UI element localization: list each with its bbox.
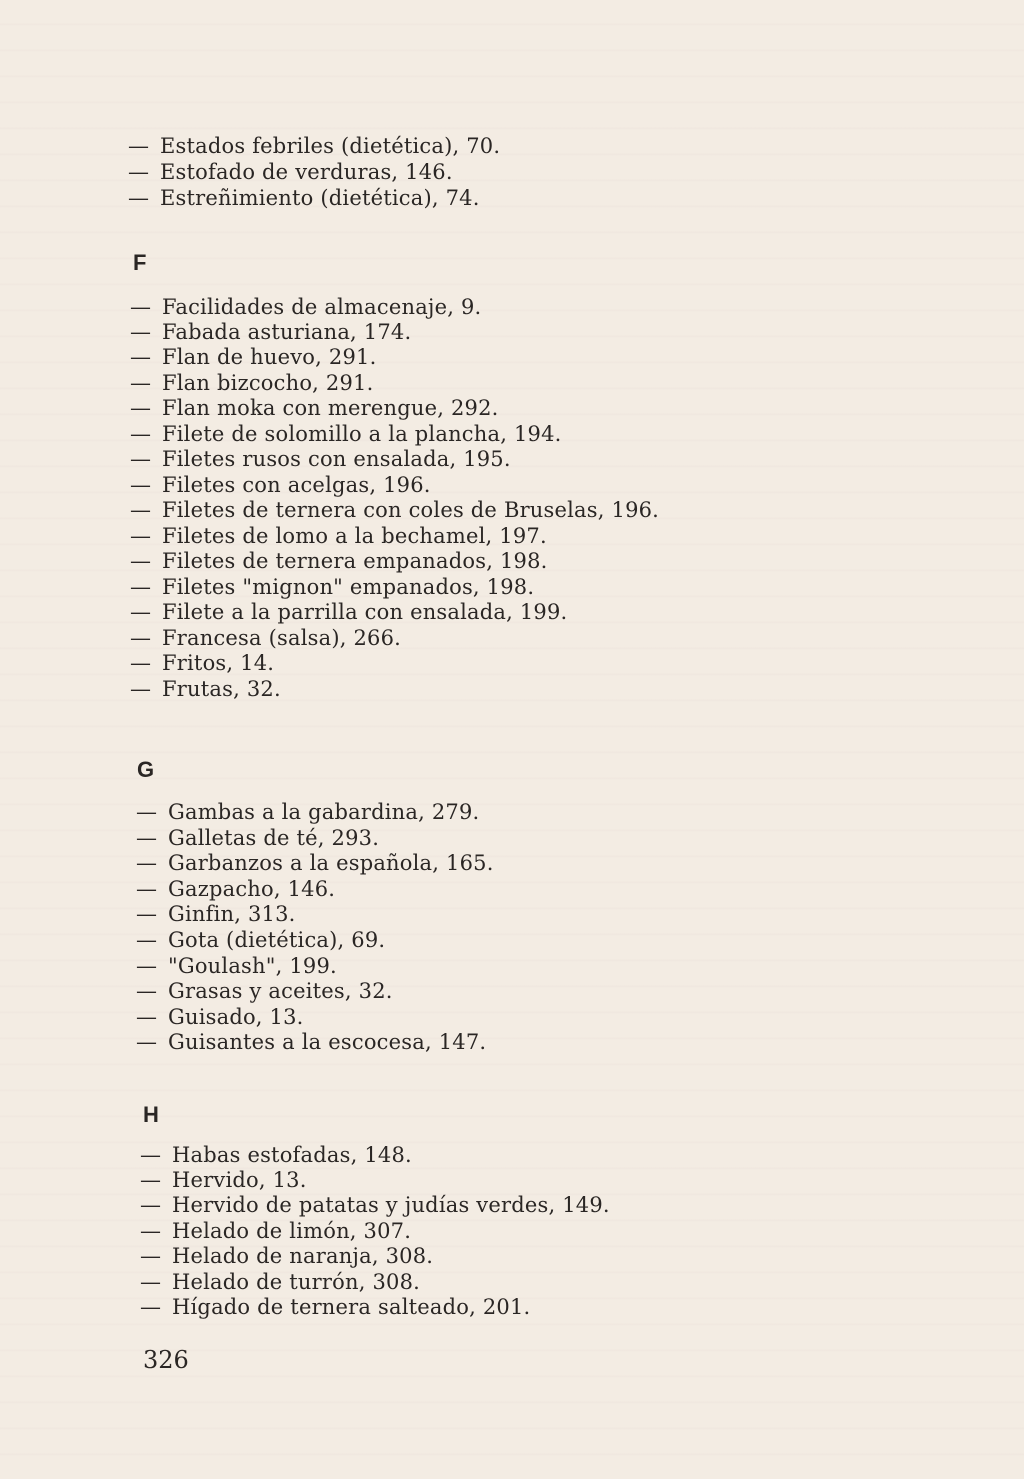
entry-dash: — [136,954,158,978]
entry-text: Filetes "mignon" empanados, 198. [162,575,535,599]
index-entry [130,524,547,549]
page-number: 326 [143,1346,189,1374]
index-entry [130,320,411,345]
entry-text: "Goulash", 199. [168,954,337,978]
index-entry [136,1005,304,1030]
entry-text: Guisantes a la escocesa, 147. [168,1030,487,1054]
entry-dash: — [130,549,152,573]
index-entry [130,600,567,625]
index-entry [130,575,534,600]
entry-text: Helado de turrón, 308. [172,1270,421,1294]
entry-dash: — [130,320,152,344]
index-entry [140,1193,610,1218]
entry-text: Hígado de ternera salteado, 201. [172,1295,531,1319]
entry-dash: — [130,396,152,420]
entry-dash: — [130,371,152,395]
entry-dash: — [140,1143,162,1167]
index-entry [136,826,379,851]
entry-dash: — [130,345,152,369]
index-entry [136,851,494,876]
entry-dash: — [136,928,158,952]
entry-text: Ginfin, 313. [168,902,296,926]
index-entry [128,160,453,185]
index-entry [130,422,562,447]
index-entry [136,979,393,1004]
index-entry [130,345,376,370]
entry-dash: — [130,575,152,599]
index-entry [130,447,511,472]
entry-text: Flan de huevo, 291. [162,345,377,369]
entry-dash: — [136,979,158,1003]
entry-text: Habas estofadas, 148. [172,1143,412,1167]
entry-text: Gazpacho, 146. [168,877,336,901]
entry-text: Flan bizcocho, 291. [162,371,374,395]
entry-text: Gota (dietética), 69. [168,928,386,952]
entry-dash: — [130,626,152,650]
entry-dash: — [130,447,152,471]
index-entry [136,800,479,825]
index-entry [130,473,431,498]
index-entry [140,1244,433,1269]
entry-text: Frutas, 32. [162,677,281,701]
entry-dash: — [140,1168,162,1192]
entry-text: Fabada asturiana, 174. [162,320,412,344]
entry-dash: — [128,160,150,184]
entry-text: Hervido de patatas y judías verdes, 149. [172,1193,610,1217]
entry-text: Estofado de verduras, 146. [160,160,453,184]
index-entry [130,295,481,320]
entry-text: Francesa (salsa), 266. [162,626,402,650]
index-entry [136,928,385,953]
section-letter-f: F [133,250,147,275]
index-entry [130,626,401,651]
index-entry [140,1168,307,1193]
entry-text: Garbanzos a la española, 165. [168,851,494,875]
entry-text: Filetes con acelgas, 196. [162,473,431,497]
entry-text: Estados febriles (dietética), 70. [160,134,501,158]
entry-dash: — [130,473,152,497]
entry-dash: — [136,851,158,875]
entry-dash: — [130,498,152,522]
entry-text: Filetes de lomo a la bechamel, 197. [162,524,547,548]
index-entry [136,954,337,979]
index-entry [140,1219,411,1244]
entry-dash: — [140,1244,162,1268]
entry-dash: — [136,902,158,926]
entry-text: Guisado, 13. [168,1005,304,1029]
section-letter-h: H [143,1102,159,1127]
entry-dash: — [140,1270,162,1294]
entry-dash: — [140,1295,162,1319]
entry-text: Helado de naranja, 308. [172,1244,434,1268]
entry-dash: — [130,651,152,675]
entry-dash: — [136,800,158,824]
index-entry [128,134,500,159]
entry-dash: — [136,1030,158,1054]
entry-text: Filetes de ternera empanados, 198. [162,549,548,573]
index-entry [136,877,335,902]
index-entry [130,371,373,396]
index-entry [140,1143,412,1168]
entry-text: Fritos, 14. [162,651,275,675]
index-entry [130,498,659,523]
entry-dash: — [128,186,150,210]
index-entry [130,651,274,676]
entry-text: Filete a la parrilla con ensalada, 199. [162,600,568,624]
entry-dash: — [140,1219,162,1243]
entry-text: Filetes de ternera con coles de Bruselas, 196. [162,498,660,522]
entry-text: Facilidades de almacenaje, 9. [162,295,482,319]
index-entry [136,1030,486,1055]
entry-dash: — [136,877,158,901]
entry-dash: — [130,422,152,446]
section-letter-g: G [137,757,155,782]
entry-dash: — [130,524,152,548]
entry-text: Flan moka con merengue, 292. [162,396,499,420]
index-entry [140,1270,420,1295]
entry-dash: — [130,677,152,701]
entry-text: Galletas de té, 293. [168,826,380,850]
entry-text: Helado de limón, 307. [172,1219,412,1243]
index-entry [130,549,548,574]
entry-dash: — [136,1005,158,1029]
entry-text: Hervido, 13. [172,1168,307,1192]
entry-text: Grasas y aceites, 32. [168,979,393,1003]
entry-dash: — [130,600,152,624]
entry-dash: — [136,826,158,850]
entry-dash: — [130,295,152,319]
entry-text: Filete de solomillo a la plancha, 194. [162,422,562,446]
entry-dash: — [140,1193,162,1217]
entry-dash: — [128,134,150,158]
index-entry [130,396,499,421]
index-entry [140,1295,530,1320]
index-entry [136,902,296,927]
index-entry [128,186,480,211]
index-entry [130,677,281,702]
entry-text: Estreñimiento (dietética), 74. [160,186,480,210]
entry-text: Gambas a la gabardina, 279. [168,800,480,824]
entry-text: Filetes rusos con ensalada, 195. [162,447,511,471]
